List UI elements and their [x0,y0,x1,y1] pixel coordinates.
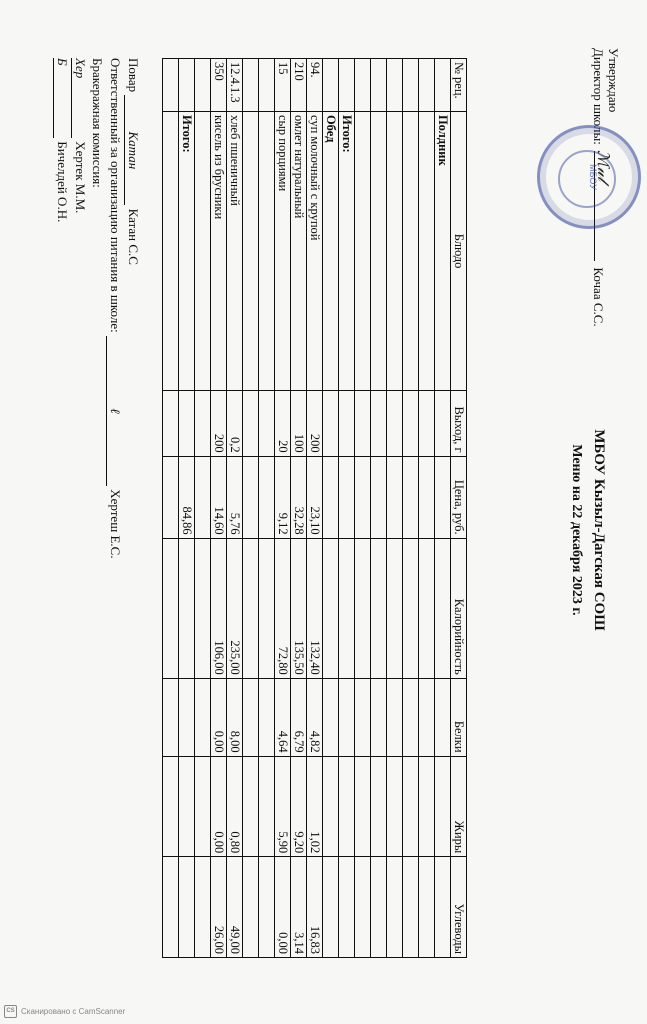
cell-price: 32,28 [291,456,307,538]
table-row [403,59,419,958]
cell-protein [371,678,387,756]
cell-fat [371,756,387,857]
approved-label: Утверждаю [606,48,621,113]
cell-dish: сыр порциями [275,111,291,390]
cell-output [339,391,355,456]
cell-calories [243,538,259,678]
cell-dish: омлет натуральный [291,111,307,390]
cell-calories [387,538,403,678]
cell-calories [195,538,211,678]
header-recipe: № рец. [451,59,467,112]
cell-calories [163,538,179,678]
cell-calories [371,538,387,678]
cell-fat: 0,80 [227,756,243,857]
cell-price [259,456,275,538]
cell-price [419,456,435,538]
menu-table [162,58,467,958]
cell-output [371,391,387,456]
cell-price: 9,12 [275,456,291,538]
cell-dish [403,111,419,390]
cell-carbs [243,857,259,958]
cell-carbs [163,857,179,958]
header-output: Выход, г [451,391,467,456]
cell-calories: 132,40 [307,538,323,678]
cell-output: 20 [275,391,291,456]
responsible-label: Ответственный за организацию питания в школе: [108,58,123,333]
cell-output [259,391,275,456]
cell-protein [323,678,339,756]
table-row [227,59,243,958]
cell-dish [163,111,179,390]
cell-recipe: 12.4.1.3 [227,59,243,112]
stamp-text: МБОУ [588,164,598,190]
cell-output [195,391,211,456]
cell-output: 0,2 [227,391,243,456]
cell-dish [387,111,403,390]
cell-price: 5,76 [227,456,243,538]
cell-carbs [387,857,403,958]
cell-fat [179,756,195,857]
cell-protein [403,678,419,756]
cell-output [163,391,179,456]
cell-protein: 8,00 [227,678,243,756]
cell-carbs [435,857,451,958]
camscanner-logo-icon: CS [4,1005,17,1018]
cook-label: Повар [126,58,141,93]
cell-price [435,456,451,538]
header-protein: Белки [451,678,467,756]
table-row [355,59,371,958]
table-row [339,59,355,958]
cell-calories: 135,50 [291,538,307,678]
cell-protein [195,678,211,756]
cell-price [387,456,403,538]
cell-protein [435,678,451,756]
menu-title: Меню на 22 декабря 2023 г. [569,444,584,616]
cell-carbs [371,857,387,958]
commission-member-1 [71,58,89,559]
cell-output [419,391,435,456]
cell-calories [419,538,435,678]
cell-dish: Полдник [435,111,451,390]
cell-recipe: 350 [211,59,227,112]
table-row [323,59,339,958]
cell-recipe [323,59,339,112]
responsible-line [106,58,124,559]
responsible-signature: ℓ [106,336,124,486]
cell-dish: хлеб пшеничный [227,111,243,390]
cell-recipe [435,59,451,112]
cell-price [163,456,179,538]
cell-dish: Итого: [179,111,195,390]
table-header-row [451,59,467,958]
member1-signature: Хер [71,58,89,138]
table-row [435,59,451,958]
cell-output [403,391,419,456]
cell-carbs: 16,83 [307,857,323,958]
cell-carbs: 26,00 [211,857,227,958]
cell-calories [339,538,355,678]
cell-carbs [339,857,355,958]
cell-protein: 4,82 [307,678,323,756]
cell-protein [339,678,355,756]
cell-protein: 4,64 [275,678,291,756]
commission-member-2 [53,58,71,559]
cell-recipe [259,59,275,112]
cell-fat [435,756,451,857]
cell-carbs [323,857,339,958]
cell-protein [243,678,259,756]
cell-output [179,391,195,456]
table-row [419,59,435,958]
member2-signature: Б [53,58,71,138]
table-row [371,59,387,958]
cell-price: 23,10 [307,456,323,538]
cell-fat [355,756,371,857]
cell-fat [259,756,275,857]
cell-price [403,456,419,538]
cell-dish [419,111,435,390]
table-row [275,59,291,958]
cell-protein [355,678,371,756]
cell-carbs [355,857,371,958]
director-signature-scribble: ℳ𝓊𝓁 [594,150,611,182]
cell-price [339,456,355,538]
cell-price [195,456,211,538]
cell-dish: кисель из брусники [211,111,227,390]
cell-protein: 0,00 [211,678,227,756]
cell-carbs [259,857,275,958]
cell-recipe [355,59,371,112]
cell-dish [195,111,211,390]
table-row [387,59,403,958]
cell-fat [243,756,259,857]
cook-name: Катан С.С [126,208,141,265]
cell-recipe: 15 [275,59,291,112]
table-row [259,59,275,958]
cell-price: 14,60 [211,456,227,538]
cell-recipe [243,59,259,112]
member1-name: Хертек М.М. [73,141,88,214]
scanner-text: Сканировано с CamScanner [21,1007,126,1016]
cell-carbs [195,857,211,958]
cell-protein [419,678,435,756]
cell-calories: 72,80 [275,538,291,678]
cell-fat [419,756,435,857]
cook-signature: Катан [124,95,142,205]
table-row [179,59,195,958]
cell-recipe [419,59,435,112]
cell-recipe [371,59,387,112]
table-row [243,59,259,958]
cell-calories [323,538,339,678]
cell-carbs [403,857,419,958]
cell-calories [355,538,371,678]
header-fat: Жиры [451,756,467,857]
cell-calories [403,538,419,678]
cell-dish [259,111,275,390]
cell-output [323,391,339,456]
cell-recipe [339,59,355,112]
cell-fat: 1,02 [307,756,323,857]
cell-dish [243,111,259,390]
table-row [307,59,323,958]
cell-protein: 6,79 [291,678,307,756]
cell-fat [163,756,179,857]
cook-line [124,58,142,559]
cell-price [243,456,259,538]
cell-protein [259,678,275,756]
table-row [291,59,307,958]
cell-dish [355,111,371,390]
responsible-name: Хертеш Е.С. [108,489,123,559]
cell-fat [387,756,403,857]
cell-recipe [179,59,195,112]
cell-fat [323,756,339,857]
cell-calories [179,538,195,678]
cell-fat [195,756,211,857]
header-carbs: Углеводы [451,857,467,958]
document-heading [568,380,607,680]
cell-output: 200 [307,391,323,456]
cell-output [387,391,403,456]
signatures-block [53,58,142,559]
cell-output [355,391,371,456]
cell-calories: 106,00 [211,538,227,678]
cell-carbs [419,857,435,958]
table-row [195,59,211,958]
cell-output [435,391,451,456]
cell-fat [403,756,419,857]
director-label: Директор школы: [591,48,606,145]
cell-recipe [163,59,179,112]
cell-carbs: 49,00 [227,857,243,958]
cell-price [323,456,339,538]
cell-protein [163,678,179,756]
member2-name: Бичелдей О.Н. [55,141,70,223]
director-name: Кочаа С.С. [591,267,606,327]
school-name: МБОУ Кызыл-Дагская СОШ [591,429,607,631]
table-row [211,59,227,958]
cell-recipe [195,59,211,112]
header-dish: Блюдо [451,111,467,390]
cell-fat [339,756,355,857]
cell-protein [179,678,195,756]
cell-fat: 5,90 [275,756,291,857]
cell-output: 200 [211,391,227,456]
table-row [163,59,179,958]
cell-calories: 235,00 [227,538,243,678]
cell-fat: 9,20 [291,756,307,857]
cell-recipe: 94. [307,59,323,112]
school-stamp [537,125,641,229]
cell-recipe: 210 [291,59,307,112]
header-price: Цена, руб. [451,456,467,538]
cell-dish: Итого: [339,111,355,390]
cell-recipe [403,59,419,112]
scanner-watermark [4,1005,125,1018]
cell-price: 84,86 [179,456,195,538]
cell-recipe [387,59,403,112]
cell-carbs: 0,00 [275,857,291,958]
cell-dish [371,111,387,390]
commission-label: Бракеражная комиссия: [90,58,105,188]
cell-carbs [179,857,195,958]
cell-output: 100 [291,391,307,456]
header-calories: Калорийность [451,538,467,678]
cell-dish: суп молочный с крупой [307,111,323,390]
cell-price [371,456,387,538]
cell-dish: Обед [323,111,339,390]
cell-protein [387,678,403,756]
cell-fat: 0,00 [211,756,227,857]
cell-carbs: 3,14 [291,857,307,958]
cell-price [355,456,371,538]
cell-calories [435,538,451,678]
cell-output [243,391,259,456]
cell-calories [259,538,275,678]
